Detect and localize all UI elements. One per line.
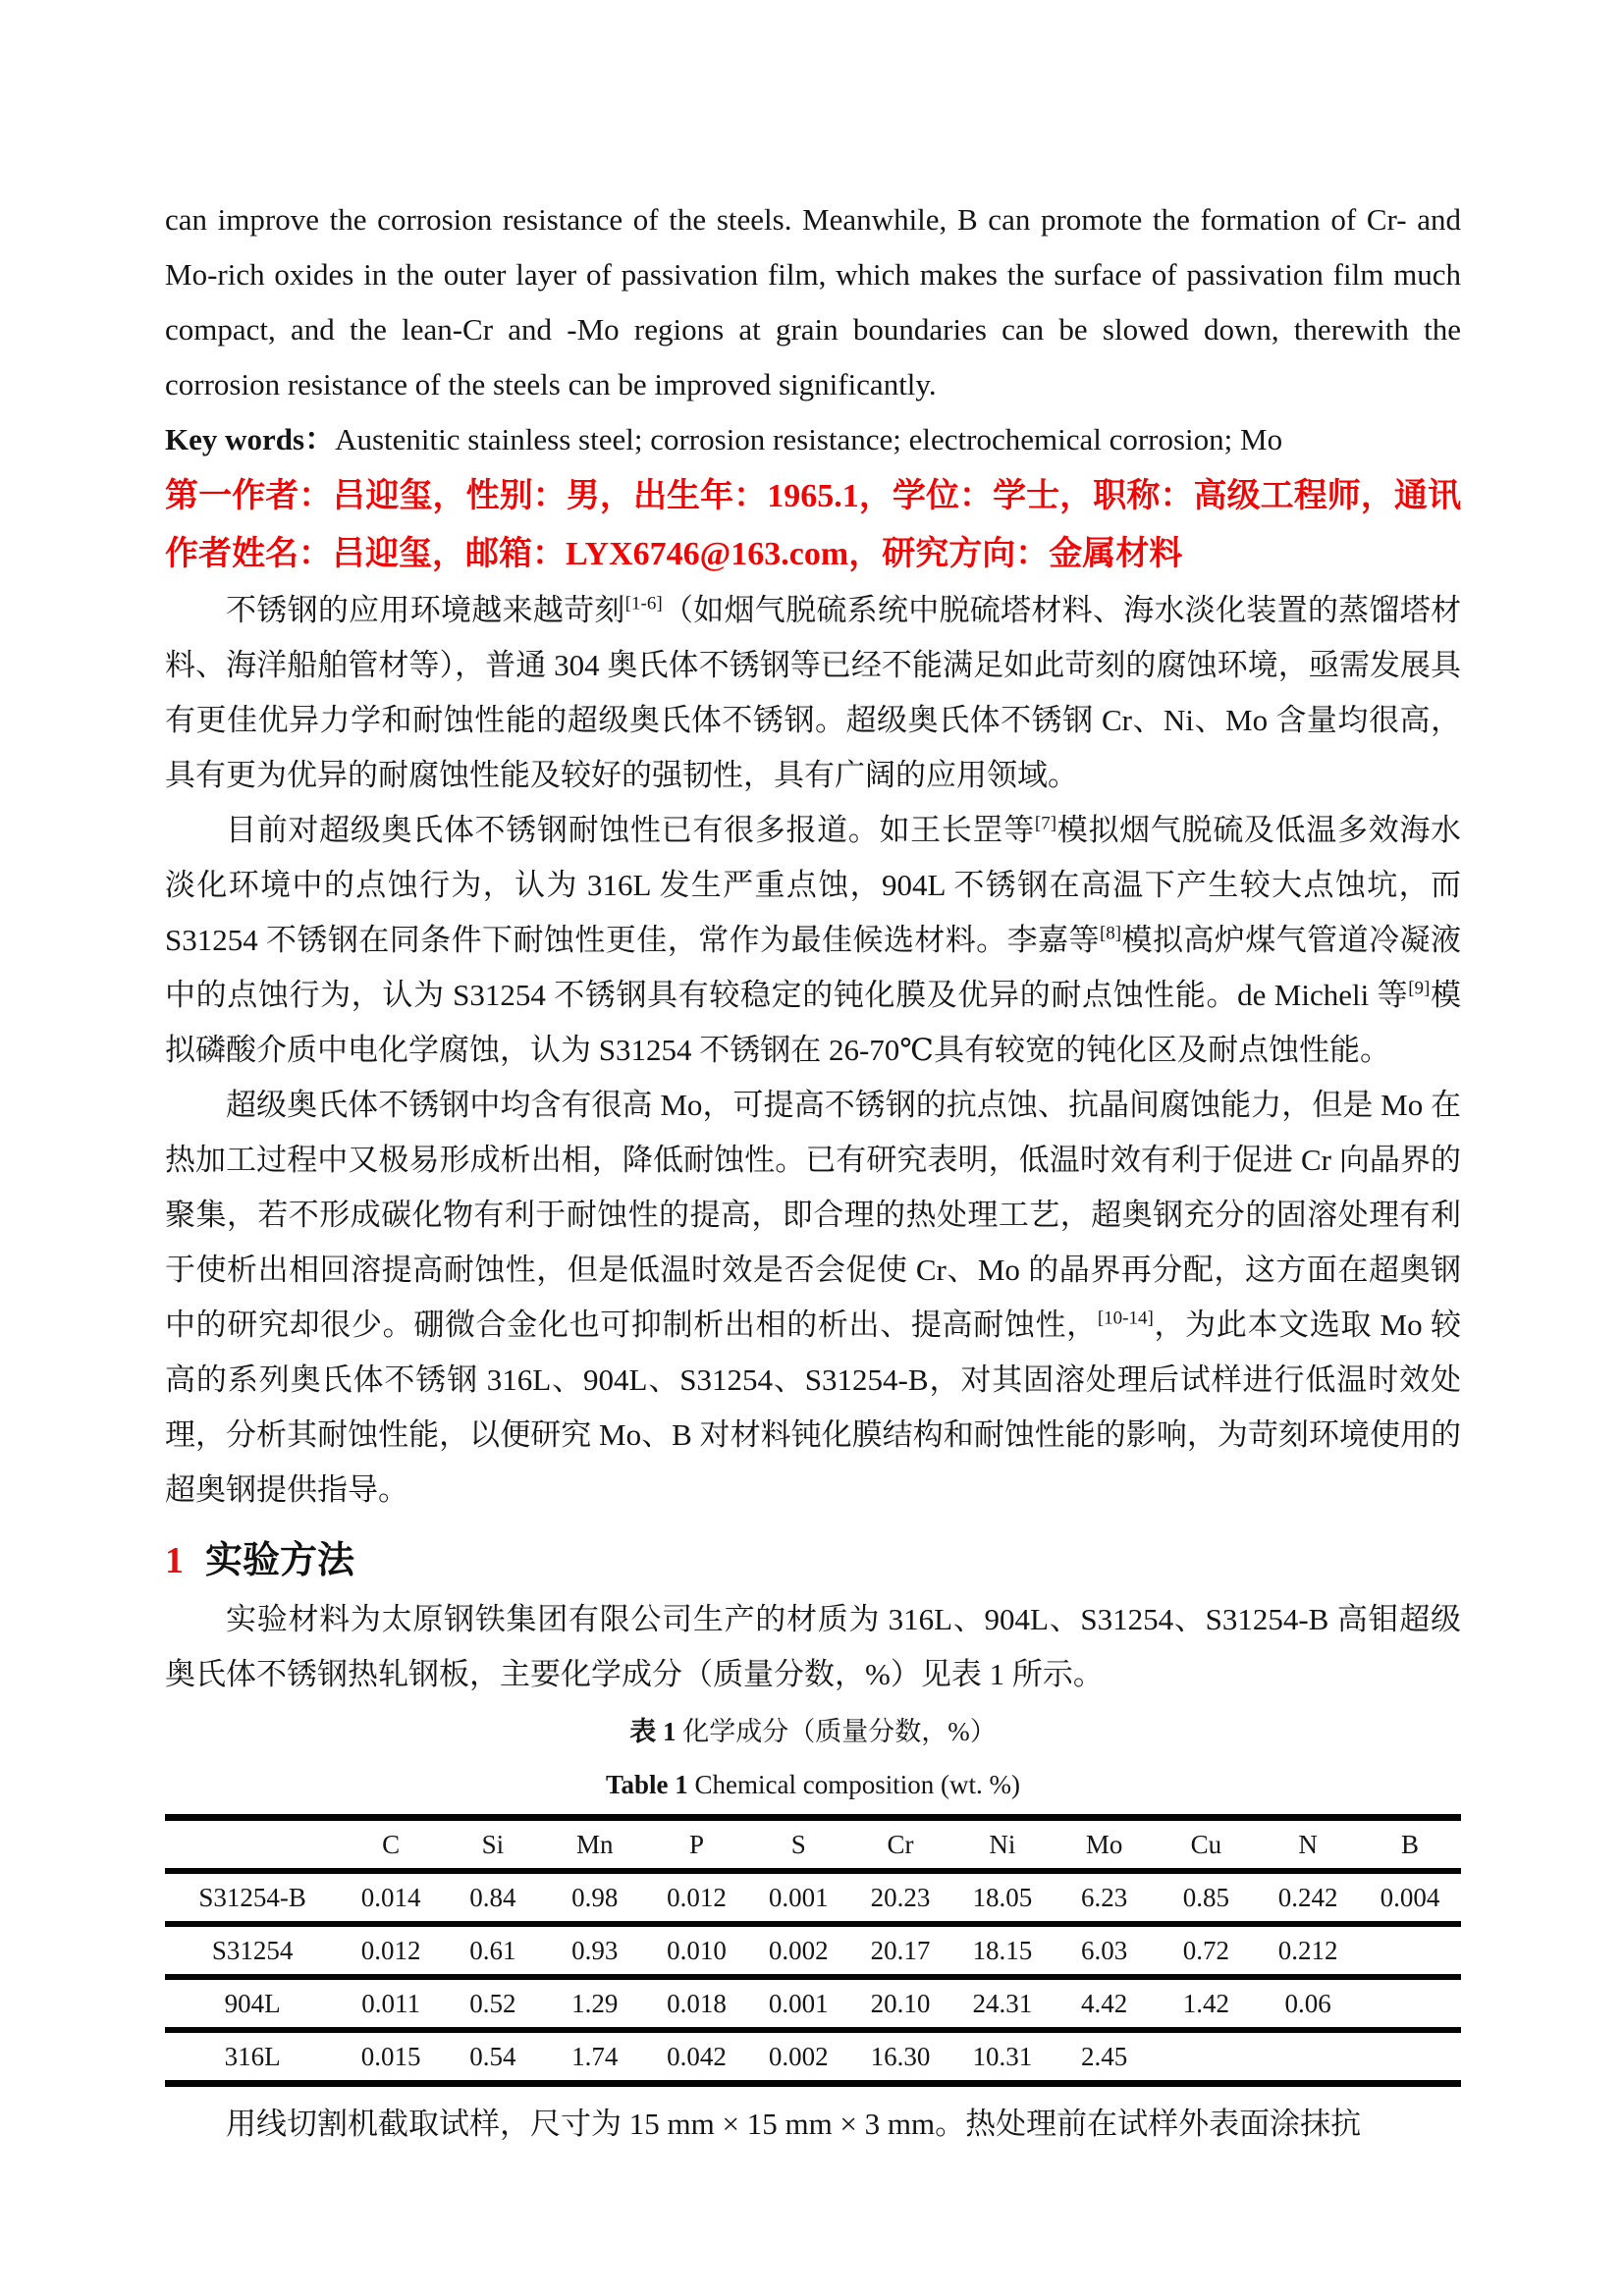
table-cell: 0.001 (747, 1871, 849, 1924)
table-cell: 0.011 (340, 1977, 442, 2030)
table-cell: 0.85 (1156, 1871, 1258, 1924)
paragraph-experimental-materials: 实验材料为太原钢铁集团有限公司生产的材质为 316L、904L、S31254、S31254-B 高钼超级奥氏体不锈钢热轧钢板，主要化学成分（质量分数，%）见表 1 所示。 (165, 1602, 1461, 1691)
table-header-cell: N (1257, 1818, 1359, 1872)
table-cell: 0.98 (544, 1871, 646, 1924)
table-header-cell: B (1359, 1818, 1461, 1872)
paragraph-text: 模拟高炉煤气管道冷凝液中的点蚀行为，认为 S31254 不锈钢具有较稳定的钝化膜及优异的耐点蚀性能。de Micheli 等 (165, 923, 1462, 1012)
table-row-label: S31254-B (165, 1871, 340, 1924)
abstract-continuation: can improve the corrosion resistance of the steels. Meanwhile, B can promote the formation of Cr- and Mo-rich oxides in the outer layer of passivation film, which makes the surface of passivation film much compact, and the lean-Cr and -Mo regions at grain boundaries can be slowed down, therewith the corrosion resistance of the steels can be improved significantly. (165, 202, 1461, 401)
paragraph-specimen-preparation: 用线切割机截取试样，尺寸为 15 mm × 15 mm × 3 mm。热处理前在试样外表面涂抹抗 (226, 2107, 1362, 2141)
table-cell: 6.03 (1054, 1924, 1156, 1977)
table-cell: 0.212 (1257, 1924, 1359, 1977)
table-header-cell: Cr (849, 1818, 951, 1872)
author-info-block: 第一作者：吕迎玺，性别：男，出生年：1965.1，学位：学士，职称：高级工程师，通讯作者姓名：吕迎玺，邮箱：LYX6746@163.com，研究方向：金属材料 (165, 478, 1461, 572)
table-header-cell (165, 1818, 340, 1872)
reference-superscript: [10-14] (1097, 1308, 1154, 1329)
table-header-cell: P (646, 1818, 748, 1872)
table-cell: 0.001 (747, 1977, 849, 2030)
keywords-label: Key words： (165, 422, 336, 456)
paragraph-text: 不锈钢的应用环境越来越苛刻 (226, 593, 625, 627)
table-cell: 24.31 (951, 1977, 1054, 2030)
section-1-heading (165, 1535, 1461, 1586)
table-header-cell: Si (442, 1818, 544, 1872)
paragraph-text: 模拟烟气脱硫及低温多效海水淡化环境中的点蚀行为，认为 316L 发生严重点蚀，904L 不锈钢在高温下产生较大点蚀坑，而 S31254 不锈钢在同条件下耐蚀性更佳，常作为最佳候选材料。李嘉等 (165, 813, 1462, 957)
table-cell: 0.012 (340, 1924, 442, 1977)
table-caption-zh-text: 化学成分（质量分数，%） (676, 1717, 997, 1746)
table-header-cell: S (747, 1818, 849, 1872)
table-cell: 0.002 (768, 2041, 829, 2071)
table-row (165, 2030, 1461, 2084)
table-cell: 0.042 (667, 2041, 727, 2071)
paragraph-text: ，为此本文选取 Mo 较高的系列奥氏体不锈钢 316L、904L、S31254、S31254-B，对其固溶处理后试样进行低温时效处理，分析其耐蚀性能，以便研究 Mo、B 对材料钝化膜结构和耐蚀性能的影响，为苛刻环境使用的超奥钢提供指导。 (165, 1308, 1461, 1507)
keywords-line (165, 412, 1461, 467)
table-cell: 0.06 (1257, 1977, 1359, 2030)
reference-superscript: [7] (1034, 813, 1057, 834)
reference-superscript: [9] (1408, 978, 1431, 999)
table-cell: 0.72 (1156, 1924, 1258, 1977)
table-cell: 20.17 (849, 1924, 951, 1977)
table-cell: 18.05 (951, 1871, 1054, 1924)
table-row (165, 1871, 1461, 1924)
table-cell: 0.014 (340, 1871, 442, 1924)
table-cell: 0.015 (360, 2041, 421, 2071)
table-cell: 6.23 (1054, 1871, 1156, 1924)
table-row (165, 1924, 1461, 1977)
table-cell: 1.42 (1156, 1977, 1258, 2030)
table-row-label: 904L (165, 1977, 340, 2030)
table-cell: 10.31 (972, 2041, 1033, 2071)
table-cell: 0.84 (442, 1871, 544, 1924)
table-cell: 0.002 (747, 1924, 849, 1977)
table-cell: 4.42 (1054, 1977, 1156, 2030)
reference-superscript: [8] (1099, 923, 1122, 944)
table-header-cell: Mo (1054, 1818, 1156, 1872)
table-cell (1156, 2030, 1258, 2084)
table-cell: 18.15 (951, 1924, 1054, 1977)
paragraph-text: 目前对超级奥氏体不锈钢耐蚀性已有很多报道。如王长罡等 (226, 813, 1035, 847)
table-cell: 1.74 (571, 2041, 619, 2071)
table-row-label: 316L (224, 2041, 281, 2071)
paragraph-research-motivation (165, 1078, 1461, 1518)
paragraph-literature-review (165, 803, 1461, 1078)
table-header-cell: Cu (1156, 1818, 1258, 1872)
section-title: 实验方法 (205, 1540, 355, 1581)
table-cell: 20.23 (849, 1871, 951, 1924)
table-cell (1359, 1977, 1461, 2030)
table-cell: 0.52 (442, 1977, 544, 2030)
table-cell: 1.29 (544, 1977, 646, 2030)
table-cell (1359, 1924, 1461, 1977)
table-caption-zh (165, 1708, 1461, 1755)
table-caption-en-text: Chemical composition (wt. %) (687, 1770, 1020, 1799)
table-header-row (165, 1818, 1461, 1872)
table-row (165, 1977, 1461, 2030)
table-cell: 20.10 (849, 1977, 951, 2030)
table-row-label: S31254 (165, 1924, 340, 1977)
section-number: 1 (165, 1540, 184, 1581)
table-header-cell: Ni (951, 1818, 1054, 1872)
table-cell (1359, 2030, 1461, 2084)
table-cell: 2.45 (1080, 2041, 1128, 2071)
table-caption-zh-label: 表 1 (629, 1717, 677, 1746)
table-cell: 0.242 (1257, 1871, 1359, 1924)
chemical-composition-table (165, 1814, 1461, 2087)
paragraph-text: 模拟磷酸介质中电化学腐蚀，认为 S31254 不锈钢在 26-70℃具有较宽的钝化区及耐点蚀性能。 (165, 978, 1462, 1067)
table-cell: 0.004 (1359, 1871, 1461, 1924)
table-caption-en-label: Table 1 (606, 1770, 688, 1799)
keywords-text: Austenitic stainless steel; corrosion resistance; electrochemical corrosion; Mo (335, 422, 1283, 456)
table-cell: 0.61 (442, 1924, 544, 1977)
paragraph-text: 超级奥氏体不锈钢中均含有很高 Mo，可提高不锈钢的抗点蚀、抗晶间腐蚀能力，但是 Mo 在热加工过程中又极易形成析出相，降低耐蚀性。已有研究表明，低温时效有利于促进 Cr 向晶界的聚集，若不形成碳化物有利于耐蚀性的提高，即合理的热处理工艺，超奥钢充分的固溶处理有利于使析出相回溶提高耐蚀性，但是低温时效是否会促使 Cr、Mo 的晶界再分配，这方面在超奥钢中的研究却很少。硼微合金化也可抑制析出相的析出、提高耐蚀性， (165, 1088, 1461, 1342)
reference-superscript: [1-6] (624, 593, 663, 614)
table-caption-en (165, 1761, 1461, 1808)
table-cell (1257, 2030, 1359, 2084)
table-cell: 0.018 (646, 1977, 748, 2030)
table-cell: 16.30 (870, 2041, 931, 2071)
table-cell: 0.54 (469, 2041, 516, 2071)
table-cell: 0.93 (544, 1924, 646, 1977)
paragraph-text: （如烟气脱硫系统中脱硫塔材料、海水淡化装置的蒸馏塔材料、海洋船舶管材等），普通 304 奥氏体不锈钢等已经不能满足如此苛刻的腐蚀环境，亟需发展具有更佳优异力学和耐蚀性能的超级奥氏体不锈钢。超级奥氏体不锈钢 Cr、Ni、Mo 含量均很高，具有更为优异的耐腐蚀性能及较好的强韧性，具有广阔的应用领域。 (165, 593, 1461, 792)
table-cell: 0.010 (646, 1924, 748, 1977)
paragraph-application-environment (165, 583, 1461, 803)
table-cell: 0.012 (646, 1871, 748, 1924)
table-header-cell: C (340, 1818, 442, 1872)
table-header-cell: Mn (544, 1818, 646, 1872)
